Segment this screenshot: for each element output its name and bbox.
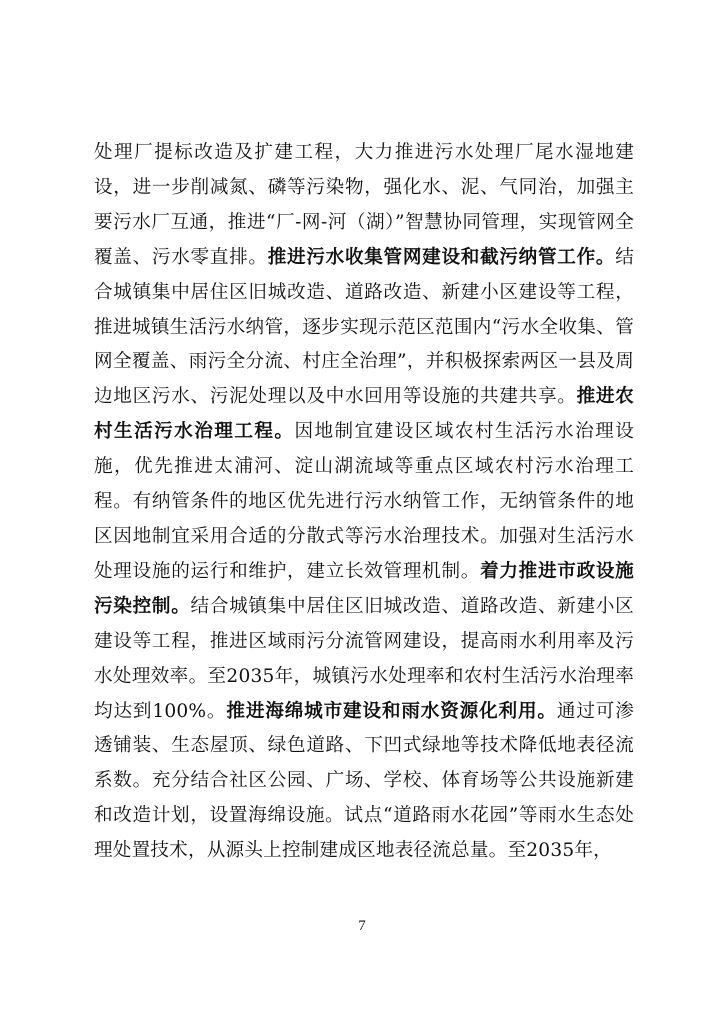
text-segment: 因地制宜建设区域农村生活污水治理设施，优先推进太浦河、淀山湖流域等重点区域农村污水治理工程。有纳管条件的地区优先进行污水纳管工作，无纳管条件的地区因地制宜采用合适的分散式等污水治理技术。加强对生活污水处理设施的运行和维护，建立长效管理机制。 bbox=[94, 421, 634, 582]
body-paragraph bbox=[94, 136, 634, 869]
text-segment: 处理厂提标改造及扩建工程，大力推进污水处理厂尾水湿地建设，进一步削减氮、磷等污染物，强化水、泥、气同治，加强主要污水厂互通，推进“厂-网-河（湖）”智慧协同管理，实现管网全覆盖、污水零直排。 bbox=[94, 142, 634, 268]
page-number: 7 bbox=[358, 918, 366, 934]
text-segment: 通过可渗透铺装、生态屋顶、绿色道路、下凹式绿地等技术降低地表径流系数。充分结合社区公园、广场、学校、体育场等公共设施新建和改造计划，设置海绵设施。试点“道路雨水花园”等雨水生态处理处置技术，从源头上控制建成区地表径流总量。至2035年， bbox=[94, 700, 634, 862]
bold-heading-municipal-pollution: 着力推进市政设施污染控制。 bbox=[94, 560, 634, 617]
text-segment: 结合城镇集中居住区旧城改造、道路改造、新建小区建设等工程，推进区域雨污分流管网建设，提高雨水利用率及污水处理效率。至2035年，城镇污水处理率和农村生活污水治理率均达到100%。 bbox=[94, 595, 634, 722]
bold-heading-rural-sewage: 推进农村生活污水治理工程。 bbox=[94, 386, 634, 443]
bold-heading-sponge-city: 推进海绵城市建设和雨水资源化利用。 bbox=[226, 700, 557, 722]
bold-heading-sewage-network: 推进污水收集管网建设和截污纳管工作。 bbox=[267, 246, 616, 268]
text-segment: 结合城镇集中居住区旧城改造、道路改造、新建小区建设等工程，推进城镇生活污水纳管，逐步实现示范区范围内“污水全收集、管网全覆盖、雨污全分流、村庄全治理”，并积极探索两区一县及周边地区污水、污泥处理以及中水回用等设施的共建共享。 bbox=[94, 246, 634, 408]
